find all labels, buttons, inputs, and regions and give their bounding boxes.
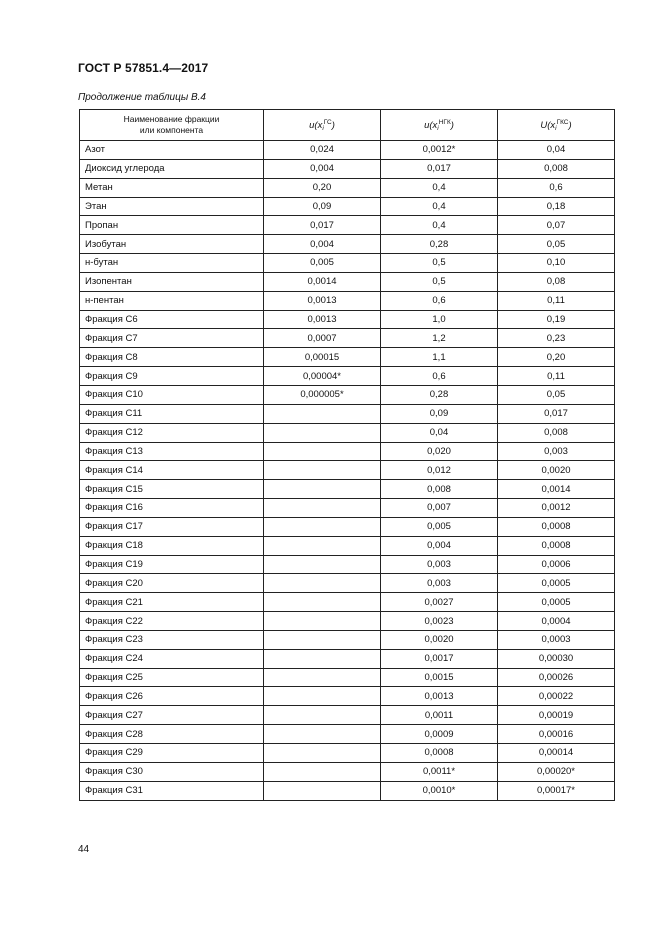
- U-gks-value: 0,00030: [498, 649, 615, 668]
- component-name: Этан: [80, 197, 264, 216]
- U-gks-value: 0,00026: [498, 668, 615, 687]
- u-ngk-value: 1,1: [381, 348, 498, 367]
- formula-sup: ГС: [323, 118, 332, 126]
- U-gks-value: 0,11: [498, 291, 615, 310]
- component-name: Фракция С13: [80, 442, 264, 461]
- component-name: Фракция С15: [80, 480, 264, 499]
- u-gs-value: 0,024: [264, 141, 381, 160]
- U-gks-value: 0,003: [498, 442, 615, 461]
- component-name: Фракция С23: [80, 630, 264, 649]
- U-gks-value: 0,017: [498, 404, 615, 423]
- table-header-row: [80, 110, 615, 141]
- U-gks-value: 0,20: [498, 348, 615, 367]
- uncertainty-table: [79, 109, 615, 801]
- table-row: [80, 423, 615, 442]
- u-ngk-value: 0,09: [381, 404, 498, 423]
- U-gks-value: 0,0012: [498, 499, 615, 518]
- u-ngk-value: 0,28: [381, 385, 498, 404]
- u-ngk-value: 0,0011: [381, 706, 498, 725]
- u-ngk-value: 0,005: [381, 517, 498, 536]
- component-name: Фракция С20: [80, 574, 264, 593]
- u-gs-value: [264, 781, 381, 800]
- table-row: [80, 235, 615, 254]
- U-gks-value: 0,008: [498, 159, 615, 178]
- component-name: Фракция С28: [80, 725, 264, 744]
- component-name: Фракция С29: [80, 744, 264, 763]
- table-row: [80, 593, 615, 612]
- u-gs-value: 0,017: [264, 216, 381, 235]
- u-ngk-value: 0,003: [381, 555, 498, 574]
- table-row: [80, 630, 615, 649]
- U-gks-value: 0,10: [498, 254, 615, 273]
- table-caption: Продолжение таблицы В.4: [78, 92, 206, 103]
- U-gks-value: 0,6: [498, 178, 615, 197]
- component-name: Диоксид углерода: [80, 159, 264, 178]
- u-ngk-value: 0,0017: [381, 649, 498, 668]
- table-row: [80, 536, 615, 555]
- u-gs-value: [264, 744, 381, 763]
- table-row: [80, 555, 615, 574]
- component-name: Фракция С25: [80, 668, 264, 687]
- table-row: [80, 649, 615, 668]
- u-ngk-value: 0,0023: [381, 612, 498, 631]
- U-gks-value: 0,0020: [498, 461, 615, 480]
- component-name: Фракция С17: [80, 517, 264, 536]
- formula-index: i: [322, 124, 324, 132]
- table-row: [80, 706, 615, 725]
- u-gs-value: [264, 461, 381, 480]
- U-gks-value: 0,00016: [498, 725, 615, 744]
- table-row: [80, 687, 615, 706]
- component-name: Фракция С30: [80, 762, 264, 781]
- table-row: [80, 781, 615, 800]
- u-ngk-value: 1,2: [381, 329, 498, 348]
- page-number: 44: [78, 844, 90, 855]
- component-name: Фракция С7: [80, 329, 264, 348]
- component-name: Изобутан: [80, 235, 264, 254]
- u-ngk-value: 0,017: [381, 159, 498, 178]
- component-name: Фракция С24: [80, 649, 264, 668]
- u-ngk-value: 0,6: [381, 367, 498, 386]
- U-gks-value: 0,05: [498, 235, 615, 254]
- U-gks-value: 0,00019: [498, 706, 615, 725]
- formula-sup: ГКС: [556, 118, 569, 126]
- table-row: [80, 762, 615, 781]
- u-ngk-value: 0,4: [381, 178, 498, 197]
- column-header-u-gs: $u(x_i^{ГС})$: [264, 110, 381, 141]
- table-row: [80, 725, 615, 744]
- u-gs-value: 0,09: [264, 197, 381, 216]
- u-gs-value: [264, 593, 381, 612]
- u-ngk-value: 0,4: [381, 216, 498, 235]
- table-row: [80, 197, 615, 216]
- table-row: [80, 141, 615, 160]
- column-header-component: [80, 110, 264, 141]
- u-ngk-value: 0,0009: [381, 725, 498, 744]
- component-name: Фракция С22: [80, 612, 264, 631]
- u-ngk-value: 0,020: [381, 442, 498, 461]
- u-ngk-value: 0,0020: [381, 630, 498, 649]
- table-row: [80, 404, 615, 423]
- table-row: [80, 291, 615, 310]
- U-gks-value: 0,0006: [498, 555, 615, 574]
- u-ngk-value: 0,0015: [381, 668, 498, 687]
- component-name: Фракция С14: [80, 461, 264, 480]
- formula-sup: НГК: [438, 118, 451, 126]
- document-header: ГОСТ Р 57851.4—2017: [78, 61, 209, 75]
- u-ngk-value: 1,0: [381, 310, 498, 329]
- U-gks-value: 0,00017*: [498, 781, 615, 800]
- u-ngk-value: 0,0011*: [381, 762, 498, 781]
- formula-index: i: [555, 124, 557, 132]
- column-header-u-ngk: $u(x_i^{НГК})$: [381, 110, 498, 141]
- u-gs-value: 0,004: [264, 235, 381, 254]
- u-gs-value: [264, 762, 381, 781]
- formula-var: x: [317, 119, 323, 131]
- table-row: [80, 499, 615, 518]
- table-row: [80, 744, 615, 763]
- u-ngk-value: 0,4: [381, 197, 498, 216]
- U-gks-value: 0,05: [498, 385, 615, 404]
- column-header-component-line2: или компонента: [139, 125, 204, 135]
- u-gs-value: 0,005: [264, 254, 381, 273]
- u-ngk-value: 0,012: [381, 461, 498, 480]
- U-gks-value: 0,23: [498, 329, 615, 348]
- U-gks-value: 0,07: [498, 216, 615, 235]
- u-gs-value: 0,0013: [264, 291, 381, 310]
- column-header-component-line1: Наименование фракции: [123, 114, 220, 124]
- component-name: н-пентан: [80, 291, 264, 310]
- formula-func: U: [540, 119, 548, 131]
- component-name: Фракция С27: [80, 706, 264, 725]
- table-row: [80, 385, 615, 404]
- table-row: [80, 461, 615, 480]
- component-name: Азот: [80, 141, 264, 160]
- component-name: Фракция С12: [80, 423, 264, 442]
- u-ngk-value: 0,004: [381, 536, 498, 555]
- component-name: Изопентан: [80, 272, 264, 291]
- table-row: [80, 517, 615, 536]
- u-ngk-value: 0,007: [381, 499, 498, 518]
- u-gs-value: [264, 649, 381, 668]
- u-gs-value: [264, 574, 381, 593]
- table-row: [80, 612, 615, 631]
- U-gks-value: 0,0003: [498, 630, 615, 649]
- table-row: [80, 329, 615, 348]
- component-name: Метан: [80, 178, 264, 197]
- component-name: Фракция С9: [80, 367, 264, 386]
- table-row: [80, 159, 615, 178]
- u-gs-value: [264, 612, 381, 631]
- u-ngk-value: 0,28: [381, 235, 498, 254]
- u-ngk-value: 0,0008: [381, 744, 498, 763]
- formula-index: i: [437, 124, 439, 132]
- table-row: [80, 367, 615, 386]
- table-row: [80, 216, 615, 235]
- U-gks-value: 0,00022: [498, 687, 615, 706]
- u-gs-value: [264, 517, 381, 536]
- component-name: Фракция С21: [80, 593, 264, 612]
- component-name: Фракция С31: [80, 781, 264, 800]
- component-name: Фракция С26: [80, 687, 264, 706]
- U-gks-value: 0,008: [498, 423, 615, 442]
- U-gks-value: 0,0008: [498, 536, 615, 555]
- u-gs-value: 0,004: [264, 159, 381, 178]
- formula-func: u: [309, 119, 315, 131]
- u-gs-value: [264, 536, 381, 555]
- table-row: [80, 442, 615, 461]
- u-ngk-value: 0,0027: [381, 593, 498, 612]
- U-gks-value: 0,08: [498, 272, 615, 291]
- u-gs-value: 0,0014: [264, 272, 381, 291]
- table-row: [80, 254, 615, 273]
- formula-var: x: [550, 119, 556, 131]
- u-ngk-value: 0,6: [381, 291, 498, 310]
- table-body: [80, 141, 615, 801]
- u-gs-value: 0,00004*: [264, 367, 381, 386]
- u-gs-value: [264, 442, 381, 461]
- u-gs-value: [264, 404, 381, 423]
- u-gs-value: [264, 555, 381, 574]
- u-ngk-value: 0,04: [381, 423, 498, 442]
- u-ngk-value: 0,0012*: [381, 141, 498, 160]
- u-gs-value: [264, 668, 381, 687]
- u-gs-value: 0,000005*: [264, 385, 381, 404]
- component-name: Фракция С18: [80, 536, 264, 555]
- table-row: [80, 310, 615, 329]
- u-gs-value: 0,00015: [264, 348, 381, 367]
- U-gks-value: 0,00020*: [498, 762, 615, 781]
- formula-var: x: [432, 119, 438, 131]
- component-name: Фракция С10: [80, 385, 264, 404]
- table-row: [80, 178, 615, 197]
- component-name: н-бутан: [80, 254, 264, 273]
- table-row: [80, 348, 615, 367]
- u-ngk-value: 0,5: [381, 254, 498, 273]
- U-gks-value: 0,0005: [498, 574, 615, 593]
- U-gks-value: 0,0008: [498, 517, 615, 536]
- u-gs-value: [264, 706, 381, 725]
- U-gks-value: 0,04: [498, 141, 615, 160]
- u-gs-value: 0,20: [264, 178, 381, 197]
- u-ngk-value: 0,5: [381, 272, 498, 291]
- u-gs-value: 0,0013: [264, 310, 381, 329]
- u-ngk-value: 0,0010*: [381, 781, 498, 800]
- component-name: Фракция С11: [80, 404, 264, 423]
- U-gks-value: 0,11: [498, 367, 615, 386]
- u-gs-value: [264, 687, 381, 706]
- U-gks-value: 0,18: [498, 197, 615, 216]
- table-row: [80, 272, 615, 291]
- U-gks-value: 0,19: [498, 310, 615, 329]
- U-gks-value: 0,0005: [498, 593, 615, 612]
- component-name: Пропан: [80, 216, 264, 235]
- u-gs-value: 0,0007: [264, 329, 381, 348]
- u-ngk-value: 0,008: [381, 480, 498, 499]
- u-gs-value: [264, 480, 381, 499]
- u-gs-value: [264, 630, 381, 649]
- table-row: [80, 480, 615, 499]
- u-ngk-value: 0,003: [381, 574, 498, 593]
- component-name: Фракция С19: [80, 555, 264, 574]
- table-row: [80, 668, 615, 687]
- table-row: [80, 574, 615, 593]
- u-gs-value: [264, 423, 381, 442]
- component-name: Фракция С16: [80, 499, 264, 518]
- U-gks-value: 0,0014: [498, 480, 615, 499]
- U-gks-value: 0,0004: [498, 612, 615, 631]
- u-ngk-value: 0,0013: [381, 687, 498, 706]
- component-name: Фракция С8: [80, 348, 264, 367]
- u-gs-value: [264, 499, 381, 518]
- formula-func: u: [424, 119, 430, 131]
- u-gs-value: [264, 725, 381, 744]
- column-header-U-gks: $U(x_i^{ГКС})$: [498, 110, 615, 141]
- component-name: Фракция С6: [80, 310, 264, 329]
- U-gks-value: 0,00014: [498, 744, 615, 763]
